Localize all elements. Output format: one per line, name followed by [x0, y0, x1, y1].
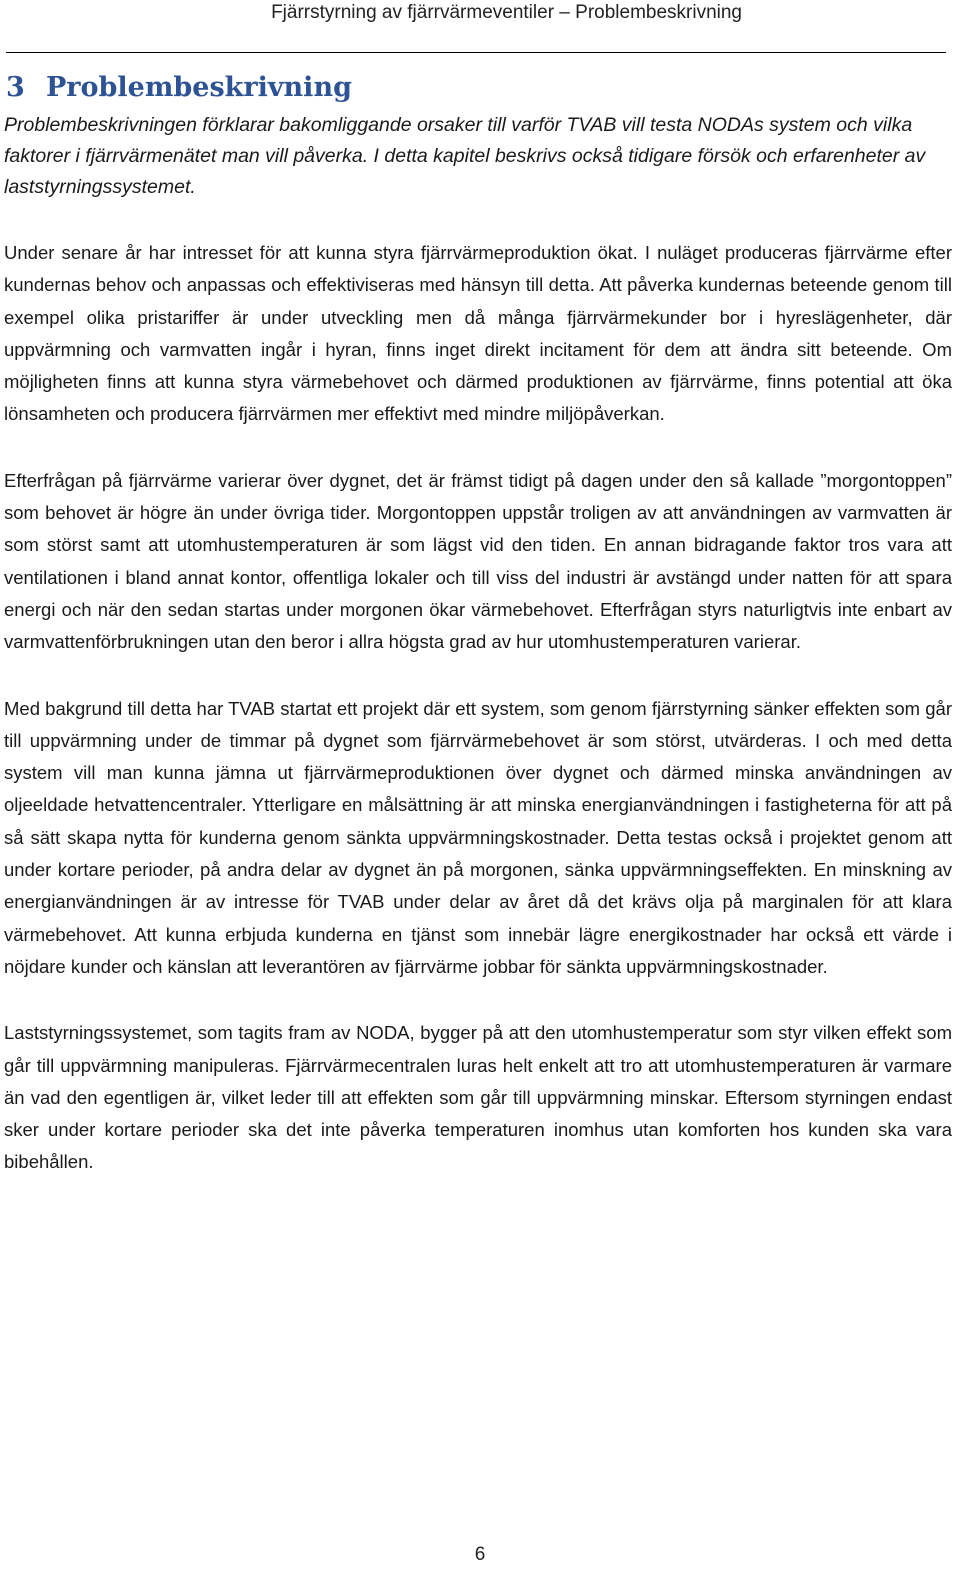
chapter-intro: Problembeskrivningen förklarar bakomliggande orsaker till varför TVAB vill testa NODAs system och vilka faktorer i fjärrvärmenätet man vill påverka. I detta kapitel beskrivs också tidigare försök och erfarenheter av laststyrningssystemet.: [4, 114, 926, 198]
chapter-heading: [6, 72, 352, 103]
chapter-number: 3: [6, 72, 25, 103]
body-text: [4, 110, 952, 1179]
header-rule: [6, 52, 946, 53]
running-header: Fjärrstyrning av fjärrvärmeventiler – Problembeskrivning: [271, 2, 742, 23]
paragraph-2: Efterfrågan på fjärrvärme varierar över dygnet, det är främst tidigt på dagen under den så kallade ”morgontoppen” som behovet är högre än under övriga tider. Morgontoppen uppstår troligen av att användningen av varmvatten är som störst samt att utomhustemperaturen är som lägst vid den tiden. En annan bidragande faktor tros vara att ventilationen i bland annat kontor, offentliga lokaler och till viss del industri är avstängd under natten för att spara energi och när den sedan startas under morgonen ökar värmebehovet. Efterfrågan styrs naturligtvis inte enbart av varmvattenförbrukningen utan den beror i allra högsta grad av hur utomhustemperaturen varierar.: [4, 469, 952, 653]
chapter-title: Problembeskrivning: [46, 72, 352, 103]
paragraph-3: Med bakgrund till detta har TVAB startat ett projekt där ett system, som genom fjärrstyrning sänker effekten som går till uppvärmning under de timmar på dygnet som fjärrvärmebehovet är som störst, utvärderas. I och med detta system vill man kunna jämna ut fjärrvärmeproduktionen över dygnet och därmed minska användningen av oljeeldade hetvattencentraler. Ytterligare en målsättning är att minska energianvändningen i fastigheterna för att på så sätt skapa nytta för kunderna genom sänkta uppvärmningskostnader. Detta testas också i projektet genom att under kortare perioder, på andra delar av dygnet än på morgonen, sänka uppvärmningseffekten. En minskning av energianvändningen är av intresse för TVAB under delar av året då det krävs olja på marginalen för att klara värmebehovet. Att kunna erbjuda kunderna en tjänst som innebär lägre energikostnader har också ett värde i nöjdare kunder och känslan att leverantören av fjärrvärme jobbar för sänkta uppvärmningskostnader.: [4, 697, 952, 977]
page-number: 6: [474, 1544, 486, 1565]
paragraph-1: Under senare år har intresset för att kunna styra fjärrvärmeproduktion ökat. I nuläget produceras fjärrvärme efter kundernas behov och anpassas och effektiviseras med hänsyn till detta. Att påverka kundernas beteende genom till exempel olika pristariffer är under utveckling men då många fjärrvärmekunder bor i hyreslägenheter, där uppvärmning och varmvatten ingår i hyran, finns inget direkt incitament för dem att ändra sitt beteende. Om möjligheten finns att kunna styra värmebehovet och därmed produktionen av fjärrvärme, finns potential att öka lönsamheten och producera fjärrvärmen mer effektivt med mindre miljöpåverkan.: [4, 242, 952, 425]
paragraph-4: Laststyrningssystemet, som tagits fram av NODA, bygger på att den utomhustemperatur som styr vilken effekt som går till uppvärmning manipuleras. Fjärrvärmecentralen luras helt enkelt att tro att utomhustemperaturen är varmare än vad den egentligen är, vilket leder till att effekten som går till uppvärmning minskar. Eftersom styrningen endast sker under kortare perioder ska det inte påverka temperaturen inomhus utan komforten hos kunden ska vara bibehållen.: [4, 1022, 952, 1173]
